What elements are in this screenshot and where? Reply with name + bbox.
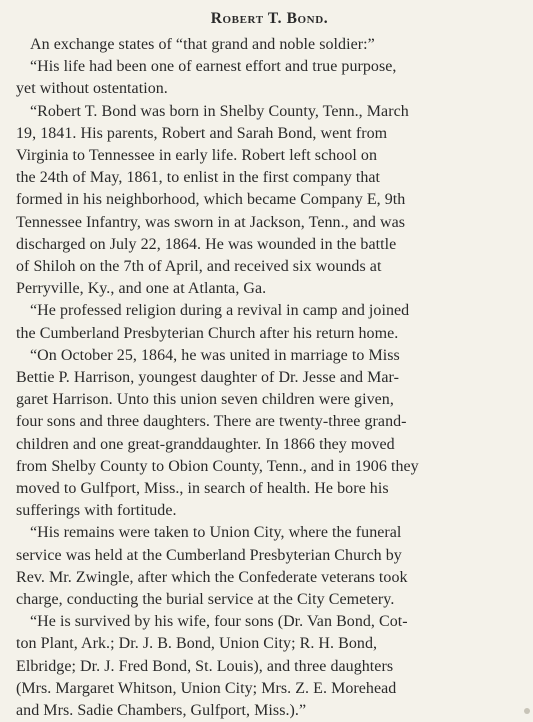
paragraph [16,101,523,301]
text-line: ton Plant, Ark.; Dr. J. B. Bond, Union City; R. H. Bond, [16,635,378,653]
paragraph [16,300,523,344]
text-line: Elbridge; Dr. J. Fred Bond, St. Louis), and three daughters [16,657,394,675]
text-line: An exchange states of “that grand and noble soldier:” [30,36,375,53]
text-line: of Shiloh on the 7th of April, and received six wounds at [16,258,382,276]
page-title: Robert T. Bond. [210,10,329,27]
text-line: 19, 1841. His parents, Robert and Sarah Bond, went from [16,124,388,142]
text-line: Virginia to Tennessee in early life. Robert left school on [16,147,378,165]
text-line: (Mrs. Margaret Whitson, Union City; Mrs. Z. E. Morehead [16,679,397,697]
text-line: the 24th of May, 1861, to enlist in the first company that [16,169,381,187]
text-line: moved to Gulfport, Miss., in search of health. He bore his [16,480,389,498]
text-line: “He is survived by his wife, four sons (Dr. Van Bond, Cot- [30,613,408,631]
text-line: the Cumberland Presbyterian Church after his return home. [16,324,399,342]
text-line: Rev. Mr. Zwingle, after which the Confederate veterans took [16,568,408,586]
text-line: Perryville, Ky., and one at Atlanta, Ga. [16,280,267,298]
text-line: “His remains were taken to Union City, where the funeral [30,524,402,542]
text-line: discharged on July 22, 1864. He was wounded in the battle [16,235,397,253]
text-line: yet without ostentation. [16,80,168,98]
paragraph [16,56,523,100]
text-line: “On October 25, 1864, he was united in marriage to Miss [30,346,400,364]
paragraph [16,611,523,722]
text-line: and Mrs. Sadie Chambers, Gulfport, Miss.).” [16,702,307,720]
text-line: charge, conducting the burial service at the City Cemetery. [16,591,395,609]
text-line: sufferings with fortitude. [16,502,177,520]
text-line: garet Harrison. Unto this union seven children were given, [16,391,394,409]
page-edge-mark [524,708,530,714]
text-line: from Shelby County to Obion County, Tenn., and in 1906 they [16,457,419,475]
text-line: service was held at the Cumberland Presbyterian Church by [16,546,402,564]
text-line: “His life had been one of earnest effort and true purpose, [30,58,397,76]
text-line: “He professed religion during a revival in camp and joined [30,302,410,320]
body-text [16,34,523,722]
text-line: formed in his neighborhood, which became Company E, 9th [16,191,406,209]
text-line: Bettie P. Harrison, youngest daughter of Dr. Jesse and Mar- [16,369,399,387]
paragraph [16,34,523,56]
text-line: “Robert T. Bond was born in Shelby County, Tenn., March [30,102,409,120]
paragraph [16,522,523,611]
paragraph [16,345,523,523]
text-line: four sons and three daughters. There are twenty-three grand- [16,413,407,431]
text-line: children and one great-granddaughter. In 1866 they moved [16,435,395,453]
text-line: Tennessee Infantry, was sworn in at Jackson, Tenn., and was [16,213,406,231]
